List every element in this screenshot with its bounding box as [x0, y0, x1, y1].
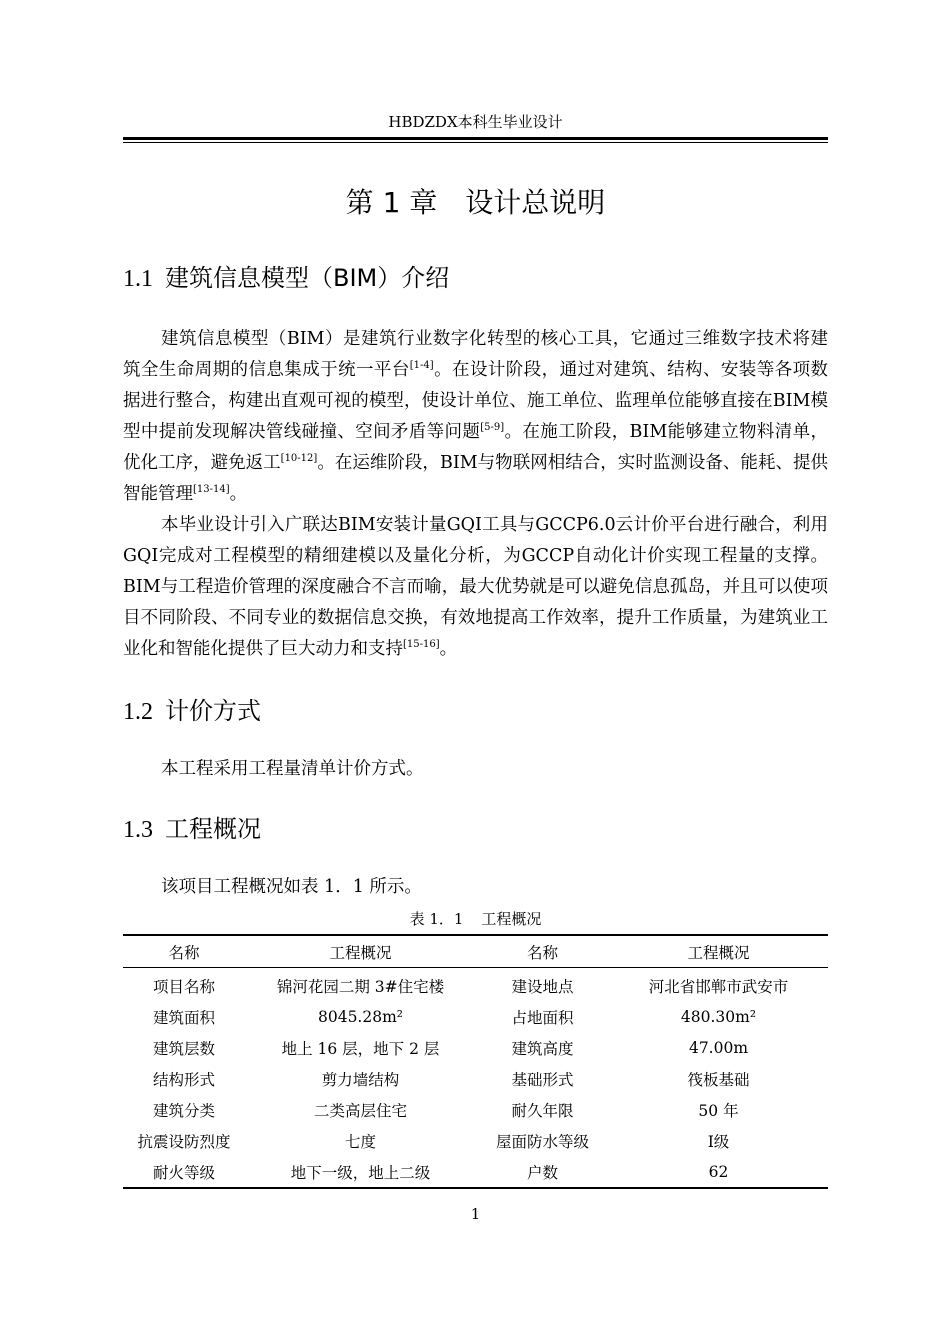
- table-cell: 地下一级，地上二级: [290, 1163, 431, 1182]
- text-span: 。在设计阶段，通过对建筑、结构、安装等各项数据进行整合，构建出直观可视的模型，使设计单位、施工单位、监理单位能够直接在BIM模型中提前发现解决管线碰撞、空间矛盾等问题: [123, 360, 829, 442]
- section-heading-1-1: [123, 262, 449, 295]
- caption-title: 工程概况: [481, 910, 542, 928]
- table-cell: 耐火等级: [152, 1163, 215, 1182]
- table-cell: 480.30m²: [680, 1007, 757, 1026]
- section-heading-1-2: [123, 695, 261, 728]
- table-cell: 项目名称: [152, 977, 215, 996]
- table-cell: 建筑高度: [511, 1039, 574, 1058]
- header-rule-thin: [123, 142, 828, 143]
- table-cell: 8045.28m²: [317, 1007, 403, 1026]
- citation: [13-14]: [193, 484, 230, 495]
- citation: [1-4]: [409, 360, 434, 371]
- project-overview-table: [123, 934, 828, 1189]
- page-header: HBDZDX本科生毕业设计: [388, 113, 563, 131]
- table-cell: 二类高层住宅: [313, 1101, 407, 1120]
- table-cell: 建设地点: [511, 977, 574, 996]
- table-row: [123, 1094, 828, 1125]
- table-row: [123, 968, 828, 1002]
- table-cell: 耐久年限: [511, 1101, 574, 1120]
- chapter-title: [123, 183, 828, 223]
- table-cell: Ⅰ级: [707, 1132, 730, 1151]
- text-span: 。在施工阶段，BIM能够建立物料清单，优化工序，避免返工: [123, 422, 828, 473]
- column-header: 名称: [526, 943, 558, 962]
- table-row: [123, 1032, 828, 1063]
- table-header-row: [123, 935, 828, 968]
- caption-number: 表 1．1: [409, 910, 464, 928]
- table-cell: 62: [708, 1162, 729, 1181]
- table-cell: 抗震设防烈度: [137, 1132, 231, 1151]
- section-title: 计价方式: [165, 697, 261, 725]
- section-number: 1.1: [123, 266, 153, 292]
- table-cell: 地上 16 层，地下 2 层: [281, 1039, 440, 1058]
- table-cell: 47.00m: [688, 1038, 749, 1057]
- table-cell: 七度: [344, 1132, 376, 1151]
- column-header: 名称: [168, 943, 200, 962]
- table-cell: 占地面积: [511, 1008, 574, 1027]
- paragraph-bim-intro: [123, 324, 828, 510]
- page-number: 1: [470, 1205, 481, 1223]
- table-cell: 河北省邯郸市武安市: [648, 977, 789, 996]
- text-span: 本毕业设计引入广联达BIM安装计量GQI工具与GCCP6.0云计价平台进行融合，利用GQI完成对工程模型的精细建模以及量化分析，为GCCP自动化计价实现工程量的支撑。BIM与工程造价管理的深度融合不言而喻，最大优势就是可以避免信息孤岛，并且可以使项目不同阶段、不同专业的数据信息交换，有效地提高工作效率，提升工作质量，为建筑业工业化和智能化提供了巨大动力和支持: [123, 515, 828, 659]
- table-cell: 基础形式: [511, 1070, 574, 1089]
- header-rule-thick: [123, 137, 828, 140]
- section-number: 1.3: [123, 817, 153, 843]
- table-cell: 结构形式: [152, 1070, 215, 1089]
- table-row: [123, 1156, 828, 1188]
- citation: [15-16]: [403, 639, 440, 650]
- column-header: 工程概况: [687, 943, 750, 962]
- citation: [5-9]: [480, 422, 505, 433]
- chapter-name: 设计总说明: [465, 186, 606, 219]
- citation: [10-12]: [280, 453, 318, 464]
- table-caption: [123, 908, 828, 930]
- table-cell: 建筑分类: [152, 1101, 215, 1120]
- table-cell: 建筑面积: [152, 1008, 215, 1027]
- section-title: 工程概况: [165, 815, 261, 843]
- paragraph-design-intro: [123, 510, 828, 665]
- section-heading-1-3: [123, 813, 261, 846]
- text-span: 。: [229, 484, 248, 504]
- chapter-number: 第 1 章: [345, 186, 438, 219]
- text-span: 建筑信息模型（BIM）是建筑行业数字化转型的核心工具，它通过三维数字技术将建筑全生命周期的信息集成于统一平台: [123, 329, 828, 380]
- table-cell: 筏板基础: [687, 1070, 750, 1089]
- table-row: [123, 1125, 828, 1156]
- table-cell: 50 年: [698, 1101, 739, 1120]
- paragraph-pricing: 本工程采用工程量清单计价方式。: [161, 759, 424, 779]
- table-cell: 锦河花园二期 3#住宅楼: [276, 977, 445, 996]
- paragraph-overview: 该项目工程概况如表 1．1 所示。: [161, 877, 422, 897]
- column-header: 工程概况: [329, 943, 392, 962]
- table-cell: 屋面防水等级: [495, 1132, 589, 1151]
- table-row: [123, 1001, 828, 1032]
- table-cell: 建筑层数: [152, 1039, 215, 1058]
- table-cell: 户数: [526, 1163, 558, 1182]
- text-span: 。在运维阶段，BIM与物联网相结合，实时监测设备、能耗、提供智能管理: [123, 453, 828, 504]
- table-row: [123, 1063, 828, 1094]
- section-number: 1.2: [123, 699, 153, 725]
- section-title: 建筑信息模型（BIM）介绍: [165, 264, 450, 292]
- table-cell: 剪力墙结构: [321, 1070, 400, 1089]
- text-span: 。: [439, 639, 458, 659]
